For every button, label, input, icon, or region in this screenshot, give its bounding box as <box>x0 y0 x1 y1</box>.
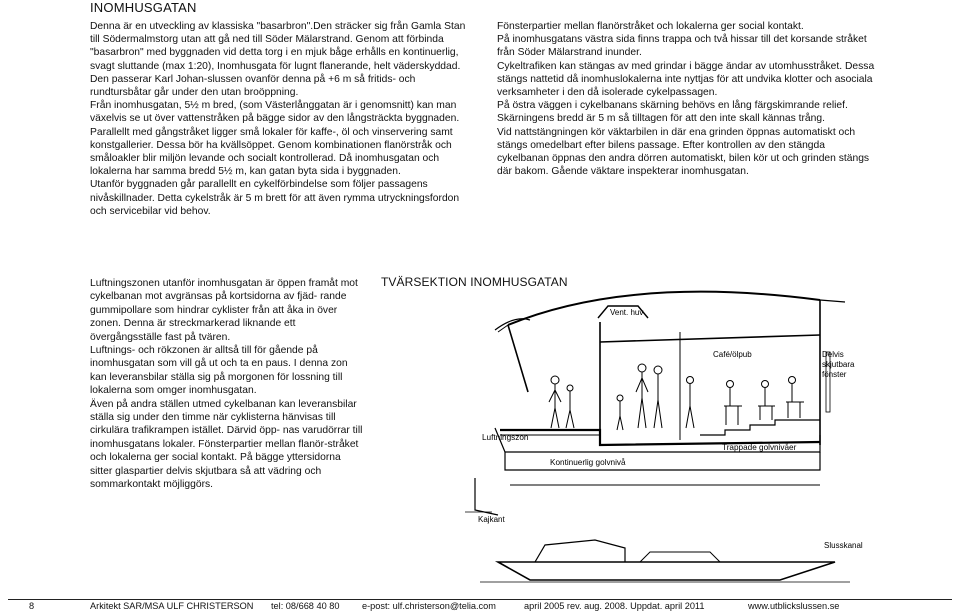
side-paragraph-3: Även på andra ställen utmed cykelbanan kan leveransbilar ställa sig under den timme när cyklisterna hänvisas till cirkulära trafikrampen istället. Därvid öpp- nas varudörrar till inomhusgatans lokaler. Fönsterpartier mellan flanör-stråket och lokalerna ger social kontakt. På bägge yttersidorna sitter glaspartier delvis skjutbara så att vädring och sommarkontakt möjliggörs. <box>90 398 363 491</box>
roof-edge-left <box>495 319 530 330</box>
footer-email: e-post: ulf.christerson@telia.com <box>362 601 496 611</box>
side-paragraph-2: Luftnings- och rökzonen är alltså till för gående på inomhusgatan som vill gå ut och ta en paus. I denna zon kan leveransbilar ställa sig på morgonen för lossning till lokalerna som omger inomhusgatan. <box>90 345 348 397</box>
label-cafe: Café/ölpub <box>713 350 752 359</box>
label-vent: Vent. huv <box>610 308 644 317</box>
left-column <box>90 20 475 218</box>
label-kajkant: Kajkant <box>478 515 505 524</box>
side-text <box>90 277 365 492</box>
label-delvis-2: skjutbara <box>822 360 855 369</box>
label-trappa: Trappade golvnivåer <box>722 443 797 452</box>
people-figures <box>549 364 804 430</box>
boat-canopy <box>640 552 720 562</box>
right-paragraph-3: Cykeltrafiken kan stängas av med grindar i bägge ändar av utomhusstråket. Dessa stängs nattetid då inomhuslokalerna inte nyttjas för att undvika klotter och asociala verksamheter i den då isolerade cykelpassagen. <box>497 60 875 99</box>
boat-cabin <box>535 540 625 562</box>
footer-divider <box>8 599 952 600</box>
ceiling-line <box>600 335 820 342</box>
right-paragraph-4: På östra väggen i cykelbanans skärning behövs en lång färgskimrande relief. Skärningens bredd är 5 m så tilltagen för att den inte skall kännas trång. <box>497 100 848 125</box>
roof-edge-right <box>820 300 845 302</box>
left-paragraph-2: Från inomhusgatan, 5½ m bred, (som Västerlånggatan är i genomsnitt) kan man växelvis se ut över vattenstråken på bägge sidor av den långsträckta byggnaden. Parallellt med gångstråket ligger små lokaler för kaffe-, öl och vinservering samt konstgallerier. Dessa bör ha kvällsöppet. Genom kombinationen flanörstråk och småloakler blir miljön levande och socialt kontrollerad. Då inomhusgatan och lokalerna har samma bredd 5½ m, kan gatan byta sida i byggnaden. <box>90 100 460 178</box>
left-wall-tip <box>498 325 508 332</box>
label-delvis-3: fönster <box>822 370 847 379</box>
page-heading: INOMHUSGATAN <box>90 0 197 15</box>
footer-dates: april 2005 rev. aug. 2008. Uppdat. april 2011 <box>524 601 705 611</box>
label-luftningszon: Luftningszon <box>482 433 529 442</box>
right-paragraph-1: Fönsterpartier mellan flanörstråket och lokalerna ger social kontakt. <box>497 21 804 32</box>
label-golvniva: Kontinuerlig golvnivå <box>550 458 626 467</box>
right-column <box>497 20 877 178</box>
boat-hull <box>498 562 835 580</box>
roof-arc <box>508 292 820 325</box>
cross-section-diagram <box>380 280 880 598</box>
side-paragraph-1: Luftningszonen utanför inomhusgatan är öppen framåt mot cykelbanan mot avgränsas på kortsidorna av fjäd- rande gummipollare som hindrar cyklister från att åka in över zonen. Denna är streckmarkerad liknande ett övergångsställe fast på tvären. <box>90 278 358 343</box>
footer-website[interactable]: www.utblickslussen.se <box>748 601 840 611</box>
footer-phone: tel: 08/668 40 80 <box>271 601 340 611</box>
footer <box>0 601 960 615</box>
label-delvis-1: Delvis <box>822 350 844 359</box>
page-number: 8 <box>29 601 35 611</box>
left-slope-wall <box>508 325 528 392</box>
stair-steps <box>700 420 820 435</box>
label-slusskanal: Slusskanal <box>824 541 863 550</box>
left-paragraph-1: Denna är en utveckling av klassiska "basarbron".Den sträcker sig från Gamla Stan till Södermalmstorg utan att gå ned till Söder Mälarstrand. Genom att förbinda "basarbron" med byggnaden vid detta torg i en mjuk båge erhålls en kontinuerlig, svagt sluttande (max 1:20), Inomhusgata för lugnt flanerande, helt väderskyddad. Den passerar Karl Johan-slussen ovanför denna på +6 m så fritids- och rundtursbåtar går under den utan broöppning. <box>90 21 466 99</box>
right-paragraph-2: På inomhusgatans västra sida finns trappa och två hissar till det korsande stråket från Söder Mälarstrand inunder. <box>497 34 867 59</box>
left-paragraph-3: Utanför byggnaden går parallellt en cykelförbindelse som följer passagens nivåskillnader. Detta cykelstråk är 5 m brett för att även rymma utryckningsfordon och servicebilar vid behov. <box>90 179 460 217</box>
quay-wall <box>475 478 498 515</box>
footer-author: Arkitekt SAR/MSA ULF CHRISTERSON <box>90 601 254 611</box>
diagram-title: TVÄRSEKTION INOMHUSGATAN <box>381 275 568 289</box>
right-paragraph-5: Vid nattstängningen kör väktarbilen in där ena grinden öppnas automatiskt och stängs omedelbart efter bilens passage. Efter kontrollen av den stängda cykelbanan öppnas den andra dörren automatiskt, bilen kör ut och grinden stängs där bakom. Gående väktare inspekterar inomhusgatan. <box>497 126 870 178</box>
